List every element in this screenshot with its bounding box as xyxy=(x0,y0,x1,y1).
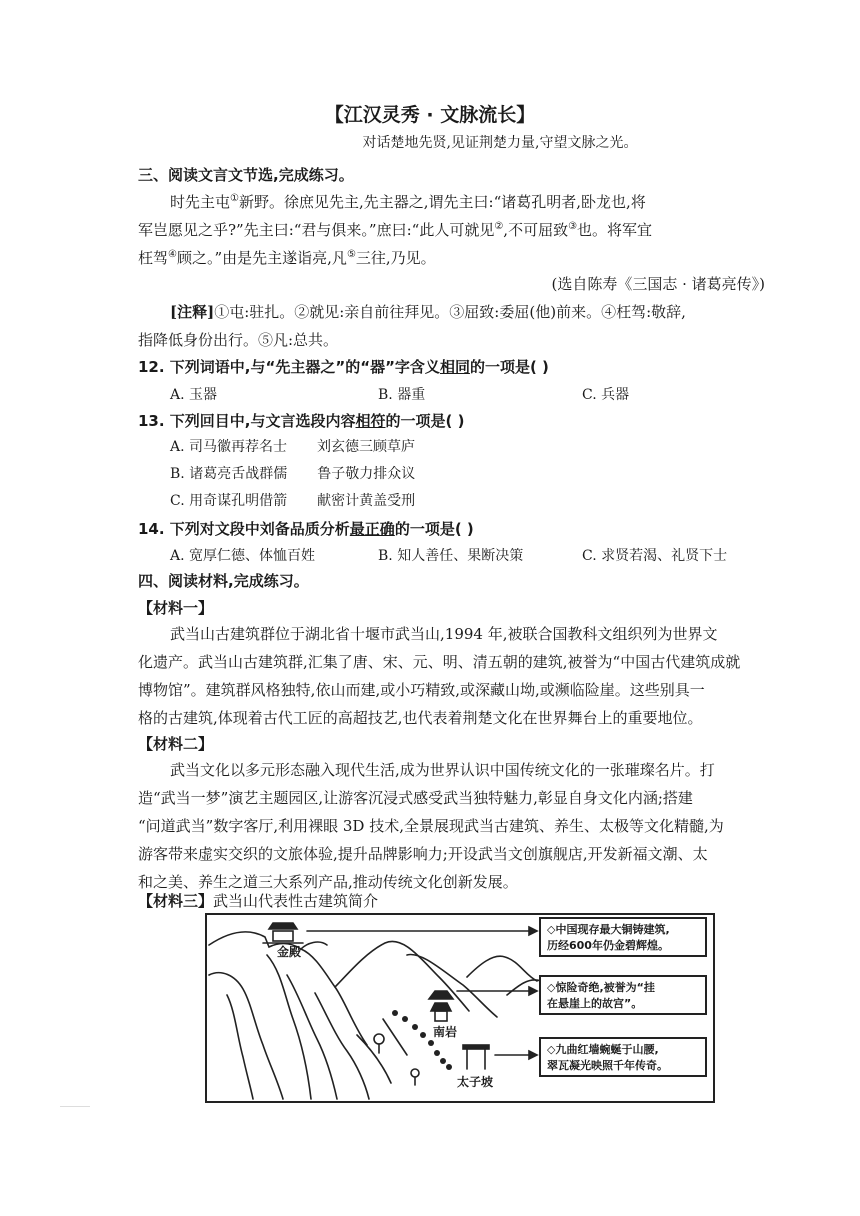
q13-option-a: A. 司马徽再荐名士 刘玄德三顾草庐 xyxy=(170,439,416,455)
page-title: 【江汉灵秀 · 文脉流长】 xyxy=(324,104,536,126)
q14-option-a: A. 宽厚仁德、体恤百姓 xyxy=(170,548,316,564)
material-3-label: 【材料三】 xyxy=(138,892,214,910)
q14-option-b: B. 知人善任、果断决策 xyxy=(378,548,524,564)
question-14: 14. 下列对文段中刘备品质分析最正确的一项是( ) xyxy=(138,520,474,538)
material-1-line-1: 武当山古建筑群位于湖北省十堰市武当山,1994 年,被联合国教科文组织列为世界文 xyxy=(170,625,718,643)
figure-label-jindian: 金殿 xyxy=(277,945,302,959)
q12-option-a: A. 玉器 xyxy=(170,387,218,403)
passage-line-1: 时先主屯①新野。徐庶见先主,先主器之,谓先主曰:“诸葛孔明者,卧龙也,将 xyxy=(170,193,646,211)
callout-nanyan: ◇惊险奇绝,被誉为“挂 在悬崖上的故宫”。 xyxy=(539,975,707,1015)
section3-heading: 三、阅读文言文节选,完成练习。 xyxy=(138,166,354,184)
material-1-line-4: 格的古建筑,体现着古代工匠的高超技艺,也代表着荆楚文化在世界舞台上的重要地位。 xyxy=(138,709,703,727)
wudang-architecture-figure xyxy=(205,913,715,1103)
passage-line-3: 枉驾④顾之。”由是先主遂诣亮,凡⑤三往,乃见。 xyxy=(138,249,436,267)
material-2-line-5: 和之美、养生之道三大系列产品,推动传统文化创新发展。 xyxy=(138,873,518,891)
callout-jindian: ◇中国现存最大铜铸建筑, 历经600年仍金碧辉煌。 xyxy=(539,917,707,957)
material-1-line-2: 化遗产。武当山古建筑群,汇集了唐、宋、元、明、清五朝的建筑,被誉为“中国古代建筑成就 xyxy=(138,653,741,671)
material-2-label: 【材料二】 xyxy=(138,735,214,753)
scan-mark xyxy=(60,1106,90,1107)
q12-option-c: C. 兵器 xyxy=(582,387,630,403)
q14-option-c: C. 求贤若渴、礼贤下士 xyxy=(582,548,728,564)
notes-line-2: 指降低身份出行。⑤凡:总共。 xyxy=(138,331,339,349)
q13-option-b: B. 诸葛亮舌战群儒 鲁子敬力排众议 xyxy=(170,466,416,482)
question-12: 12. 下列词语中,与“先主器之”的“器”字含义相同的一项是( ) xyxy=(138,358,549,376)
material-1-line-3: 博物馆”。建筑群风格独特,依山而建,或小巧精致,或深藏山坳,或濒临险崖。这些别具一 xyxy=(138,681,705,699)
material-2-line-4: 游客带来虚实交织的文旅体验,提升品牌影响力;开设武当文创旗舰店,开发新福文潮、太 xyxy=(138,845,708,863)
q12-option-b: B. 器重 xyxy=(378,387,426,403)
page-subtitle: 对话楚地先贤,见证荆楚力量,守望文脉之光。 xyxy=(362,135,638,151)
material-3-heading xyxy=(138,890,378,911)
material-2-line-1: 武当文化以多元形态融入现代生活,成为世界认识中国传统文化的一张璀璨名片。打 xyxy=(170,761,715,779)
passage-line-2: 军岂愿见之乎?”先主曰:“君与俱来。”庶曰:“此人可就见②,不可屈致③也。将军宜 xyxy=(138,221,653,239)
q13-option-c: C. 用奇谋孔明借箭 献密计黄盖受刑 xyxy=(170,493,416,509)
material-2-line-3: “问道武当”数字客厅,利用裸眼 3D 技术,全景展现武当古建筑、养生、太极等文化精髓,为 xyxy=(138,817,724,835)
figure-label-nanyan: 南岩 xyxy=(433,1025,458,1039)
figure-label-taizipo: 太子坡 xyxy=(457,1075,494,1089)
notes-line-1: [注释]①屯:驻扎。②就见:亲自前往拜见。③屈致:委屈(他)前来。④枉驾:敬辞, xyxy=(170,303,686,321)
material-3-title: 武当山代表性古建筑简介 xyxy=(213,892,379,910)
material-1-label: 【材料一】 xyxy=(138,599,214,617)
callout-taizipo: ◇九曲红墙蜿蜒于山腰, 翠瓦凝光映照千年传奇。 xyxy=(539,1037,707,1077)
notes-label: [注释] xyxy=(170,303,215,321)
question-13: 13. 下列回目中,与文言选段内容相符的一项是( ) xyxy=(138,412,465,430)
passage-source: (选自陈寿《三国志 · 诸葛亮传》) xyxy=(551,275,765,293)
section4-heading: 四、阅读材料,完成练习。 xyxy=(138,572,309,590)
material-2-line-2: 造“武当一梦”演艺主题园区,让游客沉浸式感受武当独特魅力,彰显自身文化内涵;搭建 xyxy=(138,789,693,807)
